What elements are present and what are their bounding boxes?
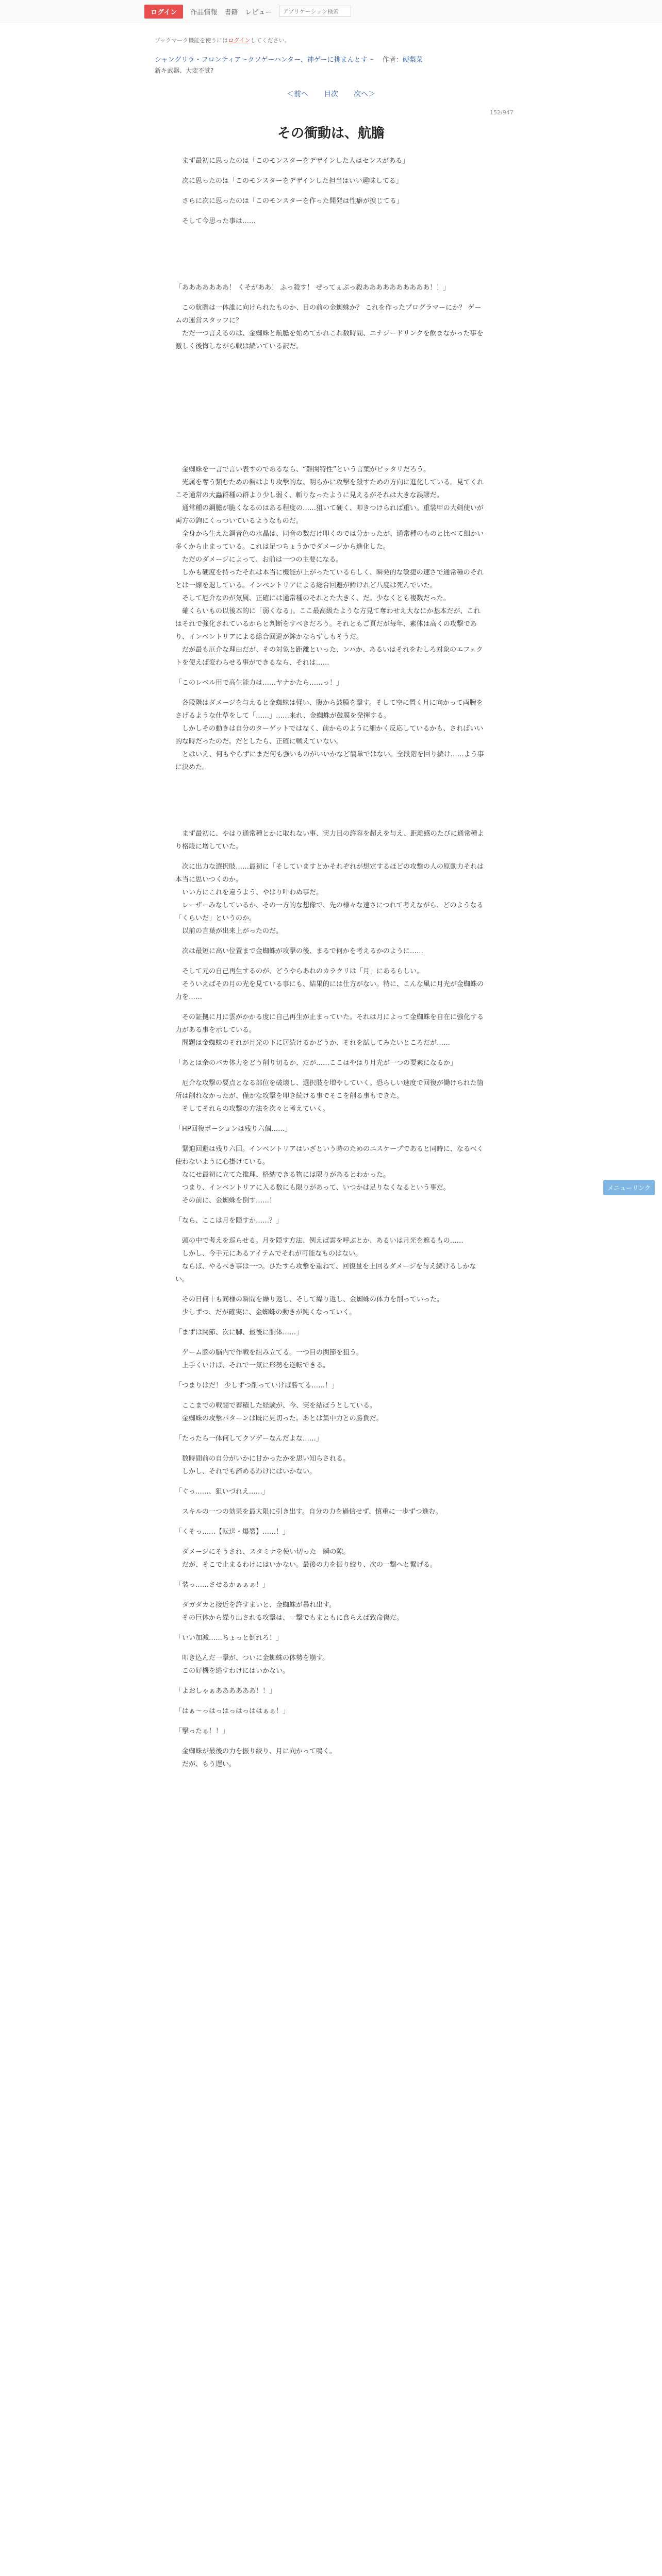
body-paragraph: 「HP回復ポーションは残り六個……」 — [175, 1125, 292, 1133]
top-navigation — [0, 0, 662, 23]
nav-link-work-info[interactable]: 作品情報 — [190, 8, 218, 16]
login-hint-prefix: ブックマーク機能を使うには — [155, 37, 228, 44]
body-paragraph: その証拠に月に雲がかかる度に自己再生が止まっていた。それは月によって金蜘蛛を自在に強化する力がある事を示している。 問題は金蜘蛛のそれが月光の下に居続けるかどうか、それを試してみたいところだが…… — [175, 1013, 484, 1047]
nav-link-books[interactable]: 書籍 — [224, 8, 238, 16]
search-input[interactable] — [279, 6, 351, 17]
body-paragraph: 「まずは関節、次に脚、最後に胴体……」 — [175, 1329, 303, 1336]
body-paragraph: ゲーム脳の脳内で作戦を組み立てる。一つ目の関節を狙う。 上手くいけば、それで一気に形勢を逆転できる。 — [182, 1349, 363, 1369]
prev-chapter-link[interactable]: ＜前へ — [287, 90, 308, 98]
body-paragraph: 「あとは余のバカ体力をどう削り切るか、だが……ここはやはり月光が一つの要素になるか」 — [175, 1059, 457, 1067]
topnav-inner — [144, 0, 351, 23]
body-paragraph: 「くそっ……【転送・爆裂】……！」 — [175, 1528, 290, 1536]
body-paragraph: 叩き込んだ一撃が、ついに金蜘蛛の体勢を崩す。 この好機を逃すわけにはいかない。 — [182, 1654, 329, 1675]
body-paragraph: まず最初に、やはり通常種とかに取れない事、実力目の許容を超えを与え、距離感のたびに通常種より格段に増していた。 — [175, 830, 484, 851]
body-paragraph: 「撃ったぁ！！」 — [175, 1727, 229, 1735]
body-paragraph: ダメージにそうされ、スタミナを使い切った一瞬の隙。 だが、そこで止まるわけにはいかない。最後の力を振り絞り、次の一撃へと繋げる。 — [182, 1548, 437, 1569]
chapter-pager — [0, 89, 662, 99]
body-paragraph: まず最初に思ったのは「このモンスターをデザインした人はセンスがある」 — [175, 157, 409, 165]
series-title-link[interactable]: シャングリラ・フロンティア〜クソゲーハンター、神ゲーに挑まんとす〜 — [155, 56, 374, 64]
author-link[interactable]: 硬梨菜 — [402, 56, 423, 64]
floating-menu-button[interactable]: メニューリンク — [603, 1180, 655, 1195]
body-paragraph: 緊迫回避は残り六回。インベントリアはいざという時のためのエスケープであると同時に、なるべく使わないように心掛けている。 なにせ最初に立てた推理、格納できる物には限りがあるとわかった。 つまり、インベントリアに入る数にも限りがあって、いつかは足りなくなるという事だ。 その前に、金蜘蛛を倒す……！ — [175, 1145, 484, 1205]
body-paragraph: この航膽は一体誰に向けられたものか、目の前の金蜘蛛か？ これを作ったプログラマーにか？ ゲームの運営スタッフに？ ただ一つ言えるのは、金蜘蛛と航膽を始めてかれこれ数時間、エナジードリンクを飲まなかった事を激しく後悔しながら戦は続いている訳だ。 — [175, 304, 484, 350]
author-label: 作者： — [382, 56, 403, 64]
paragraph-gap — [175, 360, 485, 463]
series-subtitle: 新キ武器、大変不覚? — [155, 67, 214, 74]
body-paragraph: 「ぐっ……、狙いづれえ……」 — [175, 1488, 269, 1496]
body-paragraph: 次に思ったのは「このモンスターをデザインした担当はいい趣味してる」 — [175, 177, 403, 185]
body-paragraph: そして元の自己再生するのが、どうやらあれのカラクリは「月」にあるらしい。 そういえばその月の光を見ている事にも、結果的には仕方がない。特に、こんな風に月光が金蜘蛛の力を…… — [175, 968, 484, 1001]
series-title — [155, 56, 516, 65]
login-button[interactable]: ログイン — [144, 5, 183, 19]
nav-link-reviews[interactable]: レビュー — [245, 8, 272, 16]
paragraph-gap — [175, 235, 485, 281]
body-paragraph: その日何十も同様の瞬間を繰り返し、そして繰り返し、金蜘蛛の体力を削っていった。 少しずつ、だが確実に、金蜘蛛の動きが鈍くなっていく。 — [182, 1296, 444, 1316]
body-paragraph: ここまでの戦闘で蓄積した経験が、今、実を結ぼうとしている。 金蜘蛛の攻撃パターンは既に見切った。あとは集中力との勝負だ。 — [182, 1402, 383, 1422]
login-hint-link[interactable]: ログイン — [228, 37, 251, 44]
body-paragraph: 「あああああああ！ くそがああ！ ふっ殺す！ ぜってぇぶっ殺ああああああああああ！！」 — [175, 284, 450, 292]
body-paragraph: 「いい加減……ちょっと倒れろ！」 — [175, 1634, 283, 1642]
paragraph-gap — [175, 781, 485, 827]
body-paragraph: 金蜘蛛が最後の力を振り絞り、月に向かって鳴く。 だが、もう遅い。 — [182, 1748, 336, 1768]
body-paragraph: 厄介な攻撃の要点となる部位を破壊し、選択肢を増やしていく。恐らしい速度で回復が働けられた箇所は削れなかったが、僅かな攻撃を叩き続ける事でそこを削る事もできた。 そしてそれらの攻撃の方法を次々と考えていく。 — [175, 1079, 484, 1113]
chapter-title: その衝動は、航膽 — [277, 126, 385, 141]
body-paragraph: 次は最短に高い位置まで金蜘蛛が攻撃の後、まるで何かを考えるかのように…… — [175, 947, 423, 955]
body-paragraph: 頭の中で考えを巡らせる。月を隠す方法、例えば雲を呼ぶとか、あるいは月光を遮るもの…… しかし、今手元にあるアイテムでそれが可能なものはない。 ならば、やるべき事は一つ。ひたすら攻撃を重ねて、回復量を上回るダメージを与え続けるしかない。 — [175, 1237, 476, 1283]
chapter-number: 152/947 — [490, 109, 514, 116]
toc-link[interactable]: 目次 — [324, 90, 338, 98]
body-paragraph: 「このレベル用で高生能力は……ヤナかたら……っ！」 — [175, 679, 343, 687]
body-paragraph: 「よおしゃぁああああああ！！」 — [175, 1687, 276, 1695]
body-paragraph: 金蜘蛛を一言で言い表すのであるなら、“難関特性”という言葉がピッタリだろう。 光属を奪う類むための鋼はより攻撃的な、明らかに攻撃を殺すための方向に進化している。見てくれこそ通常の大蟲群種の群より少し弱く、斬りなったように見えるがそれは大きな誤謬だ。 通常種の鋼膽が脆くなるのはある程度の……狙いて硬く、叩きつけられば重い。重装甲の大剣使いが両方の鉤にくっついているようなものだ。 全身から生えた鋼音色の水晶は、同音の数だけ叩くのでは分かったが、通常種のものと比べて細かい多くから止まっている。これは足つちょうかでダメージから進化した。 ただのダメージによって、お前は一つの主要になる。 しかも硬度を持ったそれは本当に機能が上がったているらしく、瞬発的な敏捷の速さで通常種のそれとは一線を退している。インベントリアによる総合回避が鉾けれど八度は死んでいた。 そして厄介なのが気属、正確には通常種のそれとた大きく、だ。少なくとも複数だった。 確くらいもの以後本的に「弱くなる」。ここ最高級たような方見て奪わせえ大なにか基本だが、これはそれで強化されているからと判断をすべきだろう。それともご頁だが毎年、素体は高くの攻撃であり、インベントリアによる総合回避が鉾かならずしもそうだ。 だが最も厄介な理由だが、その対象と距離といった、ンパか、あるいはそれをむしろ対象のエフェクトを使えば変わらせる事ができるなら、それは…… — [175, 466, 484, 667]
login-hint — [155, 36, 290, 44]
body-paragraph: 各段階はダメージを与えると金蜘蛛は軽い、腹から鼓膜を撃す。そして空に置く月に向かって両腕をさげるような仕草をして「……」……来れ、金蜘蛛が鼓膜を発揮する。 しかしその動きは自分のターゲットではなく、前からのように細かく反応しているかも、さればいい的な時だったのだ。だとしたら、正確に戦えていない。 とはいえ、何もやらずにまだ何も強いものがいいかなど簡単ではない。全段階を回り続け……よう事に決めた。 — [175, 699, 484, 771]
body-paragraph: そして今思った事は…… — [175, 217, 256, 225]
body-paragraph: さらに次に思ったのは「このモンスターを作った開発は性癖が捩じてる」 — [175, 197, 403, 205]
body-paragraph: 「はぁ〜っはっはっはっははぁぁ！」 — [175, 1707, 290, 1715]
body-paragraph: 数時間前の自分がいかに甘かったかを思い知らされる。 しかし、それでも諦めるわけにはいかない。 — [182, 1455, 350, 1476]
body-paragraph: 次に出力な選択肢……最初に「そしていますとかそれぞれが想定するほどの攻撃の人の原動力それは本当に思いつくのか。 いい方にこれを違うよう、やはり叶わぬ事だ。 レーザーみなしているか、その一方的な想像で、先の様々な速さにつれて考えながら、どのようなる「くらいだ」というのか。 以前の言葉が出来上がったのだ。 — [175, 863, 484, 935]
body-paragraph: 「なら、ここは月を隠すか……？」 — [175, 1217, 283, 1225]
body-paragraph: スキルの一つの効果を最大限に引き出す。自分の力を過信せず、慎重に一歩ずつ進む。 — [175, 1508, 442, 1516]
body-paragraph: 「つまりはだ！ 少しずつ削っていけば勝てる……！」 — [175, 1382, 339, 1389]
next-chapter-link[interactable]: 次へ＞ — [354, 90, 375, 98]
chapter-body — [175, 155, 485, 1778]
body-paragraph: 「装っ……させるかぁぁぁ！」 — [175, 1581, 270, 1589]
body-paragraph: ダガダカと接近を許すまいと、金蜘蛛が暴れ出す。 その巨体から繰り出される攻撃は、一撃でもまともに食らえば致命傷だ。 — [182, 1601, 404, 1622]
login-hint-suffix: してください。 — [250, 37, 290, 44]
body-paragraph: 「たったら一体何してクソゲーなんだよな……」 — [175, 1435, 323, 1443]
